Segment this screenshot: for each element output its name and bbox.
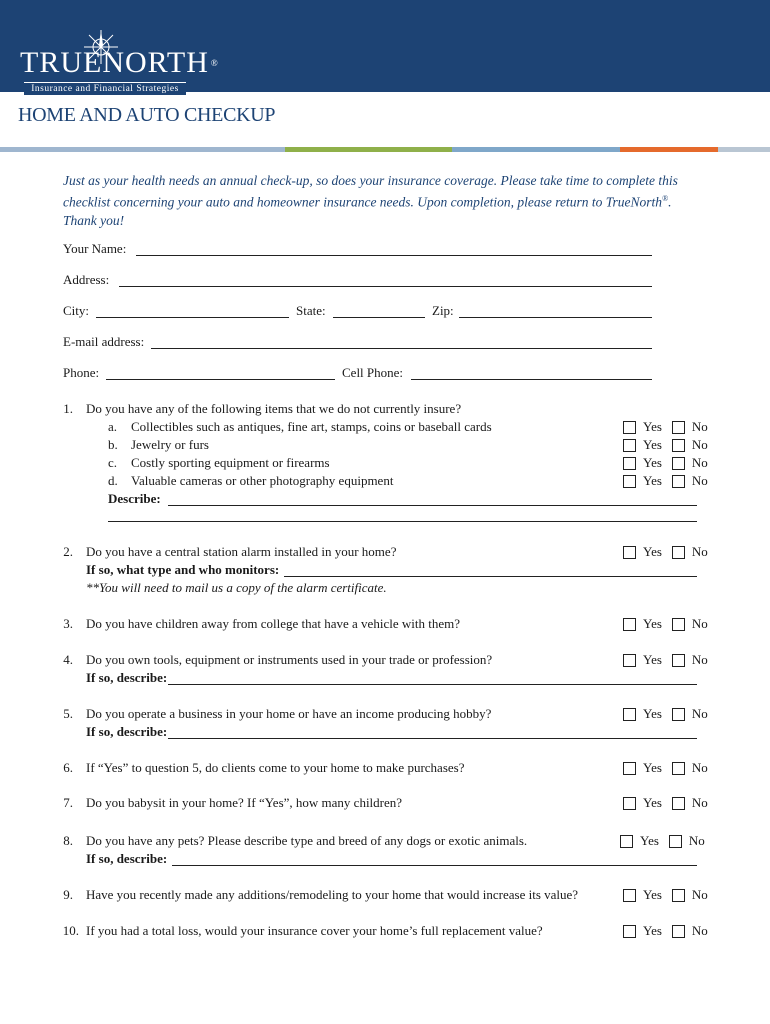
- yes-label: Yes: [643, 419, 662, 434]
- q4-no-checkbox[interactable]: [672, 654, 685, 667]
- q4-yes-checkbox[interactable]: [623, 654, 636, 667]
- q8-number: 8.: [63, 833, 73, 848]
- no-label: No: [691, 760, 708, 775]
- no-label: No: [688, 833, 705, 848]
- q5-no-checkbox[interactable]: [672, 708, 685, 721]
- no-label: No: [691, 455, 708, 470]
- address-field[interactable]: [119, 286, 652, 287]
- q1a-no-checkbox[interactable]: [672, 421, 685, 434]
- intro-line-3: Thank you!: [63, 212, 125, 228]
- q10-text: If you had a total loss, would your insurance cover your home’s full replacement value?: [86, 923, 543, 938]
- q4-number: 4.: [63, 652, 73, 667]
- q3-yes-checkbox[interactable]: [623, 618, 636, 631]
- q7-no-checkbox[interactable]: [672, 797, 685, 810]
- stripe-lightblue: [452, 147, 620, 152]
- yes-label: Yes: [643, 923, 662, 938]
- q10-no-checkbox[interactable]: [672, 925, 685, 938]
- q6-text: If “Yes” to question 5, do clients come to your home to make purchases?: [86, 760, 465, 775]
- phone-field[interactable]: [106, 379, 335, 380]
- zip-field[interactable]: [459, 317, 652, 318]
- q7-yes-checkbox[interactable]: [623, 797, 636, 810]
- q1c-no-checkbox[interactable]: [672, 457, 685, 470]
- q3-yes-no: [623, 616, 708, 632]
- zip-label: Zip:: [432, 303, 454, 318]
- q2-no-checkbox[interactable]: [672, 546, 685, 559]
- q1d-no-checkbox[interactable]: [672, 475, 685, 488]
- page-title: HOME AND AUTO CHECKUP: [18, 104, 276, 126]
- no-label: No: [691, 652, 708, 667]
- no-label: No: [691, 795, 708, 810]
- q7-text: Do you babysit in your home? If “Yes”, how many children?: [86, 795, 403, 810]
- state-label: State:: [296, 303, 326, 318]
- q9-yes-no: [623, 887, 708, 903]
- q2-monitor-field[interactable]: [284, 576, 697, 577]
- q4-yes-no: [623, 652, 708, 668]
- intro-line-2: checklist concerning your auto and homeowner insurance needs. Upon completion, please return to TrueNorth®.: [63, 194, 672, 210]
- q1c-yes-checkbox[interactable]: [623, 457, 636, 470]
- yes-label: Yes: [643, 706, 662, 721]
- q6-number: 6.: [63, 760, 73, 775]
- q1b-yes-checkbox[interactable]: [623, 439, 636, 452]
- yes-label: Yes: [643, 795, 662, 810]
- q4-sub-label: If so, describe:: [86, 670, 168, 685]
- q8-no-checkbox[interactable]: [669, 835, 682, 848]
- city-field[interactable]: [96, 317, 289, 318]
- no-label: No: [691, 473, 708, 488]
- name-field[interactable]: [136, 255, 652, 256]
- q7-yes-no: [623, 795, 708, 811]
- q2-yes-no: [623, 544, 708, 560]
- name-label: Your Name:: [63, 241, 127, 256]
- city-label: City:: [63, 303, 90, 318]
- q6-yes-no: [623, 760, 708, 776]
- q5-describe-field[interactable]: [168, 738, 697, 739]
- q2-sub-label: If so, what type and who monitors:: [86, 562, 280, 577]
- q1c-yes-no: [623, 455, 708, 471]
- stripe-orange: [620, 147, 718, 152]
- q1a-text: Collectibles such as antiques, fine art, stamps, coins or baseball cards: [131, 419, 492, 434]
- truenorth-logo: TRUENORTH ®: [20, 46, 219, 79]
- q1b-yes-no: [623, 437, 708, 453]
- no-label: No: [691, 616, 708, 631]
- address-label: Address:: [63, 272, 110, 287]
- yes-label: Yes: [643, 887, 662, 902]
- yes-label: Yes: [643, 473, 662, 488]
- q7-number: 7.: [63, 795, 73, 810]
- email-field[interactable]: [151, 348, 652, 349]
- yes-label: Yes: [643, 760, 662, 775]
- q9-text: Have you recently made any additions/remodeling to your home that would increase its value?: [86, 887, 579, 902]
- yes-label: Yes: [643, 652, 662, 667]
- q4-text: Do you own tools, equipment or instruments used in your trade or profession?: [86, 652, 493, 667]
- q1-number: 1.: [63, 401, 73, 416]
- q3-number: 3.: [63, 616, 73, 631]
- q6-no-checkbox[interactable]: [672, 762, 685, 775]
- stripe-green: [285, 147, 452, 152]
- q2-text: Do you have a central station alarm installed in your home?: [86, 544, 397, 559]
- intro-line-1: Just as your health needs an annual check-up, so does your insurance coverage. Please take time to complete this: [63, 173, 678, 188]
- email-label: E-mail address:: [63, 334, 145, 349]
- q1d-yes-checkbox[interactable]: [623, 475, 636, 488]
- q5-yes-no: [623, 706, 708, 722]
- q9-no-checkbox[interactable]: [672, 889, 685, 902]
- logo-tagline: Insurance and Financial Strategies: [24, 82, 186, 95]
- no-label: No: [691, 437, 708, 452]
- q2-note: **You will need to mail us a copy of the alarm certificate.: [86, 580, 387, 595]
- q5-sub-label: If so, describe:: [86, 724, 168, 739]
- q10-yes-checkbox[interactable]: [623, 925, 636, 938]
- q1c-text: Costly sporting equipment or firearms: [131, 455, 330, 470]
- no-label: No: [691, 706, 708, 721]
- logo-text: TRUENORTH: [20, 46, 209, 79]
- q1d-text: Valuable cameras or other photography equipment: [131, 473, 394, 488]
- q3-text: Do you have children away from college that have a vehicle with them?: [86, 616, 460, 631]
- q8-yes-no: [620, 833, 705, 849]
- yes-label: Yes: [643, 437, 662, 452]
- q4-describe-field[interactable]: [168, 684, 697, 685]
- q2-number: 2.: [63, 544, 73, 559]
- yes-label: Yes: [643, 616, 662, 631]
- q3-no-checkbox[interactable]: [672, 618, 685, 631]
- phone-label: Phone:: [63, 365, 100, 380]
- stripe-blue: [0, 147, 285, 152]
- q1-text: Do you have any of the following items that we do not currently insure?: [86, 401, 462, 416]
- cell-phone-label: Cell Phone:: [342, 365, 404, 380]
- q1d-letter: d.: [108, 473, 118, 488]
- q1a-yes-no: [623, 419, 708, 435]
- q1d-yes-no: [623, 473, 708, 489]
- q1a-letter: a.: [108, 419, 118, 434]
- q5-number: 5.: [63, 706, 73, 721]
- q1-describe-field[interactable]: [168, 505, 697, 506]
- q8-yes-checkbox[interactable]: [620, 835, 633, 848]
- no-label: No: [691, 923, 708, 938]
- cell-phone-field[interactable]: [411, 379, 652, 380]
- no-label: No: [691, 544, 708, 559]
- q6-yes-checkbox[interactable]: [623, 762, 636, 775]
- state-field[interactable]: [333, 317, 425, 318]
- q2-yes-checkbox[interactable]: [623, 546, 636, 559]
- no-label: No: [691, 887, 708, 902]
- q10-number: 10.: [62, 923, 79, 938]
- q9-yes-checkbox[interactable]: [623, 889, 636, 902]
- q1-describe-label: Describe:: [108, 491, 161, 506]
- q8-text: Do you have any pets? Please describe type and breed of any dogs or exotic animals.: [86, 833, 528, 848]
- no-label: No: [691, 419, 708, 434]
- yes-label: Yes: [640, 833, 659, 848]
- q8-sub-label: If so, describe:: [86, 851, 168, 866]
- q5-yes-checkbox[interactable]: [623, 708, 636, 721]
- q1c-letter: c.: [108, 455, 118, 470]
- yes-label: Yes: [643, 455, 662, 470]
- q1-describe-field-2[interactable]: [108, 521, 697, 522]
- q5-text: Do you operate a business in your home or have an income producing hobby?: [86, 706, 492, 721]
- q10-yes-no: [623, 923, 708, 939]
- stripe-grey: [718, 147, 770, 152]
- q1b-letter: b.: [108, 437, 118, 452]
- q1a-yes-checkbox[interactable]: [623, 421, 636, 434]
- q1b-text: Jewelry or furs: [131, 437, 209, 452]
- q9-number: 9.: [63, 887, 73, 902]
- q8-describe-field[interactable]: [172, 865, 697, 866]
- yes-label: Yes: [643, 544, 662, 559]
- intro-paragraph: [63, 172, 713, 230]
- q1b-no-checkbox[interactable]: [672, 439, 685, 452]
